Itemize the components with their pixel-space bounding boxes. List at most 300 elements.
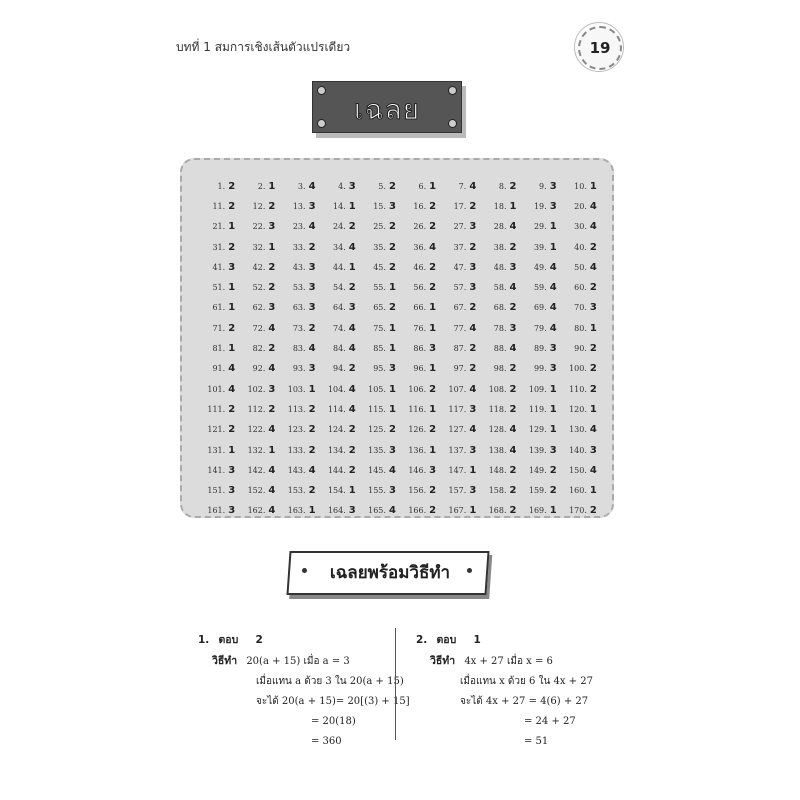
answer-value: 1 bbox=[589, 485, 597, 497]
answer-cell bbox=[518, 485, 558, 496]
answer-value: 4 bbox=[589, 221, 597, 233]
answer-cell bbox=[558, 181, 598, 192]
question-number: 18. bbox=[493, 201, 507, 211]
question-number: 60. bbox=[574, 283, 587, 293]
answer-cell bbox=[317, 343, 357, 354]
question-number: 63. bbox=[292, 303, 306, 313]
answer-cell bbox=[196, 201, 236, 212]
question-number: 154. bbox=[327, 486, 346, 496]
method-line: เมื่อแทน a ด้วย 3 ใน 20(a + 15) bbox=[256, 676, 404, 687]
question-number: 62. bbox=[252, 303, 266, 313]
answer-value: 2 bbox=[228, 403, 236, 415]
question-number: 95. bbox=[373, 364, 386, 374]
question-number: 94. bbox=[333, 364, 346, 374]
answer-value: 4 bbox=[348, 383, 356, 395]
question-number: 72. bbox=[252, 323, 266, 333]
answer-cell bbox=[558, 424, 598, 435]
answer-cell bbox=[518, 302, 558, 313]
answer-value: 2 bbox=[429, 485, 437, 497]
answer-cell bbox=[518, 465, 558, 476]
answer-value: 1 bbox=[429, 302, 437, 314]
answer-row bbox=[196, 420, 598, 440]
answer-cell bbox=[196, 465, 236, 476]
question-number: 121. bbox=[207, 425, 226, 435]
question-number: 64. bbox=[333, 303, 346, 313]
question-number: 6. bbox=[418, 181, 427, 191]
answer-value: 3 bbox=[228, 485, 236, 497]
answer-value: 4 bbox=[469, 383, 477, 395]
answer-cell bbox=[477, 465, 517, 476]
question-number: 12. bbox=[252, 201, 266, 211]
answer-value: 2 bbox=[509, 403, 517, 415]
solutions-title: เฉลยพร้อมวิธีทำ bbox=[329, 563, 451, 583]
answer-value: 4 bbox=[268, 485, 276, 497]
answer-cell bbox=[317, 424, 357, 435]
answer-value: 2 bbox=[268, 403, 276, 415]
question-number: 83. bbox=[292, 344, 306, 354]
question-number: 61. bbox=[212, 303, 226, 313]
question-number: 120. bbox=[569, 404, 587, 414]
question-number: 66. bbox=[413, 303, 427, 313]
answer-cell bbox=[437, 485, 477, 496]
chapter-heading: บทที่ 1 สมการเชิงเส้นตัวแปรเดียว bbox=[176, 40, 351, 54]
answer-value: 2 bbox=[509, 302, 517, 314]
answer-value: 1 bbox=[228, 221, 236, 233]
answer-row bbox=[196, 379, 598, 399]
answer-value: 4 bbox=[589, 261, 597, 273]
question-number: 11. bbox=[212, 201, 226, 211]
answer-cell bbox=[196, 363, 236, 374]
question-number: 166. bbox=[408, 506, 427, 516]
answer-value: 3 bbox=[268, 383, 276, 395]
question-number: 16. bbox=[413, 201, 427, 211]
answer-cell bbox=[196, 505, 236, 516]
question-number: 20. bbox=[574, 201, 587, 211]
question-number: 161. bbox=[207, 506, 226, 516]
answer-value: 4 bbox=[509, 444, 517, 456]
answer-value: 3 bbox=[469, 444, 477, 456]
solution-number: 1. bbox=[198, 634, 210, 646]
question-number: 76. bbox=[413, 323, 427, 333]
answer-value: 1 bbox=[429, 180, 437, 192]
answer-value: 1 bbox=[549, 403, 557, 415]
method-line: 4x + 27 เมื่อ x = 6 bbox=[464, 656, 553, 667]
answer-cell bbox=[276, 282, 316, 293]
answer-cell bbox=[236, 343, 276, 354]
answer-value: 3 bbox=[549, 444, 557, 456]
answer-cell bbox=[317, 404, 357, 415]
answer-cell bbox=[236, 181, 276, 192]
answer-cell bbox=[236, 282, 276, 293]
answer-cell bbox=[236, 424, 276, 435]
question-number: 107. bbox=[448, 384, 467, 394]
question-number: 169. bbox=[528, 506, 547, 516]
answer-value: 2 bbox=[429, 200, 437, 212]
question-number: 9. bbox=[539, 181, 547, 191]
answer-cell bbox=[236, 221, 276, 232]
answer-cell bbox=[477, 424, 517, 435]
answer-cell bbox=[236, 302, 276, 313]
answer-cell bbox=[357, 181, 397, 192]
answer-cell bbox=[196, 221, 236, 232]
answer-value: 1 bbox=[429, 322, 437, 334]
answer-value: 2 bbox=[549, 485, 557, 497]
answer-row bbox=[196, 298, 598, 318]
answer-cell bbox=[518, 445, 558, 456]
question-number: 82. bbox=[252, 344, 266, 354]
question-number: 88. bbox=[493, 344, 507, 354]
answer-cell bbox=[317, 282, 357, 293]
question-number: 159. bbox=[528, 486, 547, 496]
question-number: 142. bbox=[247, 465, 266, 475]
answer-cell bbox=[236, 323, 276, 334]
answer-value: 2 bbox=[228, 200, 236, 212]
answer-value: 2 bbox=[255, 634, 263, 646]
question-number: 8. bbox=[498, 181, 507, 191]
answer-value: 3 bbox=[589, 444, 597, 456]
answer-cell bbox=[236, 445, 276, 456]
question-number: 40. bbox=[574, 242, 587, 252]
answer-value: 2 bbox=[589, 343, 597, 355]
answer-cell bbox=[397, 262, 437, 273]
answer-cell bbox=[477, 505, 517, 516]
answer-value: 2 bbox=[268, 261, 276, 273]
column-divider bbox=[395, 628, 396, 740]
answer-value: 1 bbox=[549, 241, 557, 253]
question-number: 71. bbox=[212, 323, 226, 333]
answer-value: 3 bbox=[549, 343, 557, 355]
answer-value: 1 bbox=[268, 444, 276, 456]
answer-cell bbox=[317, 485, 357, 496]
answer-cell bbox=[437, 323, 477, 334]
answer-cell bbox=[477, 302, 517, 313]
answer-cell bbox=[236, 404, 276, 415]
answer-value: 2 bbox=[308, 485, 316, 497]
answer-cell bbox=[317, 242, 357, 253]
answer-row bbox=[196, 318, 598, 338]
answer-cell bbox=[558, 404, 598, 415]
question-number: 144. bbox=[327, 465, 346, 475]
question-number: 57. bbox=[453, 283, 467, 293]
answer-value: 4 bbox=[268, 322, 276, 334]
method-label: วิธีทำ bbox=[212, 655, 238, 667]
question-number: 85. bbox=[373, 344, 386, 354]
answer-value: 1 bbox=[268, 241, 276, 253]
answer-value: 3 bbox=[469, 282, 477, 294]
question-number: 140. bbox=[569, 445, 587, 455]
answer-value: 2 bbox=[509, 383, 517, 395]
question-number: 93. bbox=[292, 364, 306, 374]
answer-value: 3 bbox=[268, 302, 276, 314]
question-number: 80. bbox=[574, 323, 587, 333]
answer-cell bbox=[276, 505, 316, 516]
question-number: 7. bbox=[458, 181, 467, 191]
question-number: 98. bbox=[493, 364, 507, 374]
answer-value: 4 bbox=[469, 180, 477, 192]
question-number: 152. bbox=[247, 486, 266, 496]
answer-cell bbox=[477, 201, 517, 212]
question-number: 34. bbox=[333, 242, 346, 252]
question-number: 15. bbox=[373, 201, 386, 211]
question-number: 126. bbox=[408, 425, 427, 435]
method-line: เมื่อแทน x ด้วย 6 ใน 4x + 27 bbox=[460, 676, 593, 687]
question-number: 165. bbox=[368, 506, 386, 516]
question-number: 79. bbox=[533, 323, 547, 333]
answer-cell bbox=[437, 181, 477, 192]
answer-cell bbox=[477, 404, 517, 415]
question-number: 22. bbox=[252, 222, 266, 232]
answer-value: 2 bbox=[308, 403, 316, 415]
answer-cell bbox=[518, 262, 558, 273]
answer-value: 4 bbox=[388, 464, 396, 476]
question-number: 67. bbox=[453, 303, 467, 313]
answer-cell bbox=[196, 282, 236, 293]
answer-value: 2 bbox=[308, 424, 316, 436]
answer-value: 2 bbox=[509, 485, 517, 497]
answer-value: 1 bbox=[549, 221, 557, 233]
answer-cell bbox=[558, 282, 598, 293]
answer-cell bbox=[196, 343, 236, 354]
answer-cell bbox=[397, 242, 437, 253]
question-number: 104. bbox=[327, 384, 346, 394]
question-number: 90. bbox=[574, 344, 587, 354]
question-number: 158. bbox=[488, 486, 507, 496]
answer-cell bbox=[397, 384, 437, 395]
answer-cell bbox=[276, 384, 316, 395]
answer-value: 4 bbox=[308, 464, 316, 476]
answer-value: 2 bbox=[469, 200, 477, 212]
answer-cell bbox=[397, 221, 437, 232]
question-number: 151. bbox=[207, 486, 226, 496]
answer-value: 1 bbox=[589, 180, 597, 192]
answer-row bbox=[196, 217, 598, 237]
solution-2 bbox=[416, 630, 593, 752]
question-number: 125. bbox=[368, 425, 386, 435]
answer-row bbox=[196, 196, 598, 216]
answer-cell bbox=[558, 445, 598, 456]
answer-cell bbox=[276, 404, 316, 415]
answer-value: 2 bbox=[429, 282, 437, 294]
answer-cell bbox=[276, 465, 316, 476]
answer-cell bbox=[196, 485, 236, 496]
question-number: 77. bbox=[453, 323, 467, 333]
answer-cell bbox=[558, 485, 598, 496]
question-number: 31. bbox=[212, 242, 226, 252]
answer-cell bbox=[317, 221, 357, 232]
answer-value: 2 bbox=[348, 444, 356, 456]
question-number: 56. bbox=[413, 283, 427, 293]
answer-cell bbox=[357, 485, 397, 496]
answer-value: 3 bbox=[589, 302, 597, 314]
page-number-badge bbox=[578, 26, 622, 70]
question-number: 43. bbox=[292, 262, 306, 272]
answer-cell bbox=[196, 445, 236, 456]
answer-value: 2 bbox=[388, 221, 396, 233]
answer-value: 3 bbox=[388, 363, 396, 375]
answer-cell bbox=[276, 242, 316, 253]
answer-cell bbox=[397, 282, 437, 293]
answer-cell bbox=[317, 181, 357, 192]
answer-cell bbox=[477, 221, 517, 232]
answer-value: 3 bbox=[348, 180, 356, 192]
answer-cell bbox=[357, 445, 397, 456]
answer-cell bbox=[276, 363, 316, 374]
answer-cell bbox=[276, 343, 316, 354]
answer-cell bbox=[558, 221, 598, 232]
answer-value: 1 bbox=[589, 403, 597, 415]
answer-cell bbox=[196, 242, 236, 253]
question-number: 137. bbox=[448, 445, 467, 455]
answer-value: 3 bbox=[388, 485, 396, 497]
answer-cell bbox=[236, 384, 276, 395]
question-number: 48. bbox=[493, 262, 507, 272]
answer-cell bbox=[196, 302, 236, 313]
answer-value: 1 bbox=[388, 403, 396, 415]
answer-value: 1 bbox=[228, 343, 236, 355]
question-number: 87. bbox=[453, 344, 467, 354]
answer-cell bbox=[236, 505, 276, 516]
answer-value: 3 bbox=[549, 200, 557, 212]
answer-value: 4 bbox=[549, 261, 557, 273]
method-line: = 360 bbox=[311, 736, 342, 747]
answer-cell bbox=[397, 201, 437, 212]
answer-value: 2 bbox=[469, 241, 477, 253]
answer-value: 2 bbox=[388, 424, 396, 436]
answer-cell bbox=[196, 181, 236, 192]
answer-value: 2 bbox=[509, 180, 517, 192]
method-line: จะได้ 20(a + 15)= 20[(3) + 15] bbox=[256, 696, 410, 707]
solution-1 bbox=[198, 630, 410, 752]
answer-cell bbox=[437, 221, 477, 232]
answer-cell bbox=[558, 302, 598, 313]
answer-cell bbox=[477, 384, 517, 395]
answer-value: 4 bbox=[348, 403, 356, 415]
question-number: 156. bbox=[408, 486, 427, 496]
question-number: 74. bbox=[333, 323, 346, 333]
answer-cell bbox=[518, 323, 558, 334]
question-number: 122. bbox=[247, 425, 266, 435]
answer-cell bbox=[397, 424, 437, 435]
question-number: 30. bbox=[574, 222, 587, 232]
question-number: 115. bbox=[368, 404, 386, 414]
answer-value: 1 bbox=[469, 464, 477, 476]
question-number: 106. bbox=[408, 384, 427, 394]
question-number: 99. bbox=[533, 364, 547, 374]
question-number: 150. bbox=[569, 465, 587, 475]
answer-value: 2 bbox=[429, 505, 437, 517]
answer-value: 4 bbox=[549, 302, 557, 314]
answer-row bbox=[196, 480, 598, 500]
answer-cell bbox=[437, 505, 477, 516]
answer-value: 2 bbox=[429, 261, 437, 273]
method-line: จะได้ 4x + 27 = 4(6) + 27 bbox=[460, 696, 589, 707]
question-number: 131. bbox=[207, 445, 226, 455]
question-number: 168. bbox=[488, 506, 507, 516]
answer-cell bbox=[357, 343, 397, 354]
answer-cell bbox=[276, 181, 316, 192]
answer-value: 2 bbox=[589, 505, 597, 517]
answer-value: 2 bbox=[509, 363, 517, 375]
answer-value: 3 bbox=[308, 302, 316, 314]
answer-row bbox=[196, 338, 598, 358]
answer-cell bbox=[236, 242, 276, 253]
answer-cell bbox=[317, 302, 357, 313]
answer-value: 2 bbox=[348, 424, 356, 436]
answer-row bbox=[196, 237, 598, 257]
question-number: 153. bbox=[287, 486, 306, 496]
answer-cell bbox=[357, 262, 397, 273]
answer-value: 1 bbox=[429, 444, 437, 456]
answer-cell bbox=[317, 363, 357, 374]
answer-value: 2 bbox=[228, 424, 236, 436]
question-number: 102. bbox=[247, 384, 266, 394]
question-number: 75. bbox=[373, 323, 386, 333]
question-number: 39. bbox=[533, 242, 547, 252]
answer-value: 4 bbox=[268, 505, 276, 517]
question-number: 89. bbox=[533, 344, 547, 354]
question-number: 97. bbox=[453, 364, 467, 374]
answer-value: 4 bbox=[589, 200, 597, 212]
answer-cell bbox=[196, 323, 236, 334]
question-number: 29. bbox=[533, 222, 547, 232]
question-number: 58. bbox=[493, 283, 507, 293]
answer-value: 3 bbox=[509, 322, 517, 334]
answer-value: 2 bbox=[348, 221, 356, 233]
question-number: 68. bbox=[493, 303, 507, 313]
answer-cell bbox=[437, 282, 477, 293]
answer-value: 3 bbox=[469, 261, 477, 273]
question-number: 23. bbox=[292, 222, 306, 232]
answer-cell bbox=[357, 302, 397, 313]
answer-cell bbox=[558, 505, 598, 516]
answer-cell bbox=[397, 323, 437, 334]
answer-value: 2 bbox=[268, 343, 276, 355]
question-number: 143. bbox=[287, 465, 306, 475]
answer-cell bbox=[477, 323, 517, 334]
answer-cell bbox=[276, 201, 316, 212]
answer-value: 2 bbox=[388, 241, 396, 253]
question-number: 149. bbox=[528, 465, 547, 475]
answer-value: 1 bbox=[348, 485, 356, 497]
answer-cell bbox=[397, 181, 437, 192]
answer-value: 2 bbox=[509, 241, 517, 253]
answer-cell bbox=[477, 262, 517, 273]
solutions-banner bbox=[280, 545, 500, 597]
question-number: 14. bbox=[333, 201, 346, 211]
question-number: 134. bbox=[327, 445, 346, 455]
question-number: 10. bbox=[574, 181, 587, 191]
question-number: 35. bbox=[373, 242, 386, 252]
question-number: 101. bbox=[207, 384, 226, 394]
question-number: 170. bbox=[569, 506, 587, 516]
answer-cell bbox=[558, 465, 598, 476]
question-number: 111. bbox=[207, 404, 226, 414]
answer-value: 1 bbox=[388, 383, 396, 395]
answer-cell bbox=[558, 242, 598, 253]
answer-cell bbox=[357, 323, 397, 334]
answer-cell bbox=[276, 262, 316, 273]
answer-cell bbox=[477, 445, 517, 456]
answer-value: 4 bbox=[429, 241, 437, 253]
question-number: 147. bbox=[448, 465, 467, 475]
answer-value: 2 bbox=[348, 464, 356, 476]
method-line: = 51 bbox=[524, 736, 549, 747]
question-number: 135. bbox=[368, 445, 386, 455]
answer-value: 2 bbox=[228, 241, 236, 253]
answer-value: 4 bbox=[348, 241, 356, 253]
answer-cell bbox=[357, 242, 397, 253]
question-number: 3. bbox=[297, 181, 306, 191]
